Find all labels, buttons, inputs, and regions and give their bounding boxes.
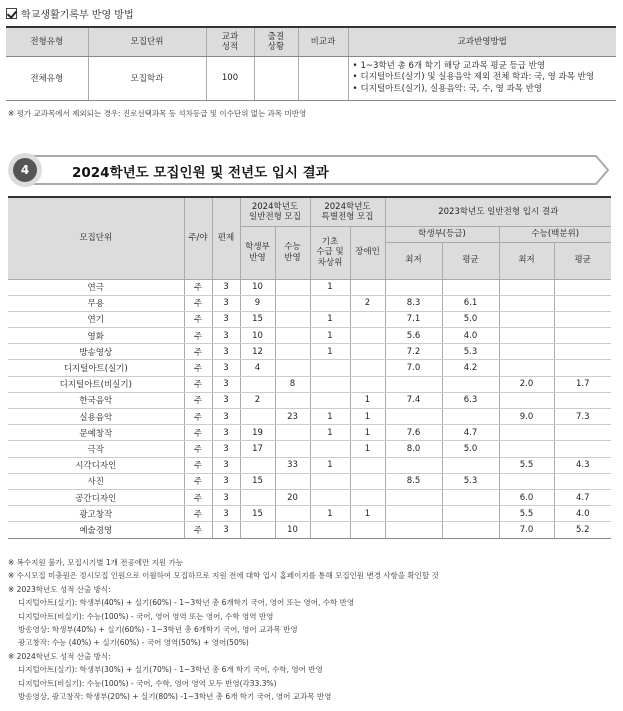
cell-sat-min: 2.0 xyxy=(499,376,554,392)
footnote-line: ※ 수시모집 미충원은 정시모집 인원으로 이월하여 모집하므로 지원 전에 대학 입시 홈페이지를 통해 모집인원 변경 사항을 확인할 것 xyxy=(8,571,439,581)
section-title: 2024학년도 모집인원 및 전년도 입시 결과 xyxy=(72,165,329,181)
cell-record-min: 7.2 xyxy=(385,344,442,360)
cell-sat-avg: 4.3 xyxy=(554,457,611,473)
header-transfer: 편제 xyxy=(212,197,240,279)
cell-sat-avg xyxy=(554,360,611,376)
header-grade: 교과 성적 xyxy=(206,27,254,56)
cell-sat: 33 xyxy=(275,457,310,473)
table-row xyxy=(8,522,611,538)
cell-day-night: 주 xyxy=(184,473,212,489)
cell-sat-avg xyxy=(554,328,611,344)
cell-transfer: 3 xyxy=(212,311,240,327)
cell-unit: 디지털아트(비실기) xyxy=(8,376,184,392)
section-title-text: 학교생활기록부 반영 방법 xyxy=(21,9,134,21)
cell-sat-min: 5.5 xyxy=(499,457,554,473)
cell-record-avg: 6.1 xyxy=(442,295,499,311)
cell-record-min: 8.3 xyxy=(385,295,442,311)
cell-record: 17 xyxy=(240,441,275,457)
header-disabled: 장애인 xyxy=(350,226,385,279)
table-row xyxy=(8,311,611,327)
cell-record-min xyxy=(385,506,442,522)
cell-record: 15 xyxy=(240,506,275,522)
cell-record-avg xyxy=(442,279,499,295)
cell-sat-min: 6.0 xyxy=(499,489,554,505)
cell-day-night: 주 xyxy=(184,506,212,522)
cell-basic xyxy=(310,473,350,489)
cell-disabled xyxy=(350,457,385,473)
cell-record-min xyxy=(385,457,442,473)
header-day-night: 주/야 xyxy=(184,197,212,279)
cell-transfer: 3 xyxy=(212,441,240,457)
cell-sat-avg: 1.7 xyxy=(554,376,611,392)
cell-record-avg xyxy=(442,457,499,473)
cell-unit: 문예창작 xyxy=(8,425,184,441)
cell-record-min xyxy=(385,409,442,425)
table-row xyxy=(8,457,611,473)
header-min: 최저 xyxy=(385,242,442,279)
cell-sat xyxy=(275,392,310,408)
cell-sat: 23 xyxy=(275,409,310,425)
method-item: • 디지털아트(실기) 및 실용음악 제외 전체 학과: 국, 영 과목 반영 xyxy=(353,72,617,83)
cell-unit: 방송영상 xyxy=(8,344,184,360)
cell-day-night: 주 xyxy=(184,360,212,376)
cell-record: 10 xyxy=(240,279,275,295)
cell-sat-avg: 4.7 xyxy=(554,489,611,505)
cell-disabled xyxy=(350,376,385,392)
cell-sat xyxy=(275,441,310,457)
cell-day-night: 주 xyxy=(184,279,212,295)
cell-day-night: 주 xyxy=(184,489,212,505)
cell-day-night: 주 xyxy=(184,425,212,441)
cell-sat xyxy=(275,279,310,295)
admission-results-table xyxy=(8,196,611,539)
section-number: 4 xyxy=(13,158,37,182)
results-table-body xyxy=(8,279,611,538)
cell-sat-min xyxy=(499,473,554,489)
cell-transfer: 3 xyxy=(212,392,240,408)
cell-sat-min: 5.5 xyxy=(499,506,554,522)
cell-record: 9 xyxy=(240,295,275,311)
cell-unit: 무용 xyxy=(8,295,184,311)
footnote-line: 디지털아트(실기): 학생부(30%) + 실기(70%) - 1~3학년 총 6개 학기 국어, 수학, 영어 반영 xyxy=(18,665,323,675)
cell-sat-min xyxy=(499,425,554,441)
method-item: • 디지털아트(실기), 실용음악: 국, 수, 영 과목 반영 xyxy=(353,84,617,95)
cell-unit: 연기 xyxy=(8,311,184,327)
header-method: 교과반영방법 xyxy=(348,27,616,56)
cell-disabled: 1 xyxy=(350,425,385,441)
header-type: 전형유형 xyxy=(6,27,88,56)
footnotes xyxy=(8,556,439,703)
cell-record-avg: 5.0 xyxy=(442,441,499,457)
cell-sat xyxy=(275,344,310,360)
section-banner xyxy=(8,153,611,187)
cell-unit: 실용음악 xyxy=(8,409,184,425)
checkbox-icon xyxy=(6,8,17,19)
table-row xyxy=(8,328,611,344)
header-basic: 기초 수급 및 차상위 xyxy=(310,226,350,279)
cell-basic: 1 xyxy=(310,328,350,344)
cell-basic: 1 xyxy=(310,279,350,295)
cell-transfer: 3 xyxy=(212,360,240,376)
cell-basic: 1 xyxy=(310,425,350,441)
cell-record-avg: 5.0 xyxy=(442,311,499,327)
cell-record-avg xyxy=(442,376,499,392)
header-result-2023: 2023학년도 일반전형 입시 결과 xyxy=(385,197,611,226)
cell-sat xyxy=(275,311,310,327)
header-general-2024: 2024학년도 일반전형 모집 xyxy=(240,197,310,226)
cell-unit: 모집학과 xyxy=(88,56,206,100)
cell-record-avg xyxy=(442,506,499,522)
cell-disabled: 2 xyxy=(350,295,385,311)
cell-sat: 10 xyxy=(275,522,310,538)
cell-sat-min xyxy=(499,344,554,360)
cell-record: 10 xyxy=(240,328,275,344)
cell-transfer: 3 xyxy=(212,295,240,311)
cell-basic xyxy=(310,360,350,376)
cell-day-night: 주 xyxy=(184,441,212,457)
cell-record: 12 xyxy=(240,344,275,360)
cell-sat xyxy=(275,295,310,311)
cell-record-min xyxy=(385,489,442,505)
table-row xyxy=(8,489,611,505)
header-special-2024: 2024학년도 특별전형 모집 xyxy=(310,197,385,226)
cell-record-avg xyxy=(442,489,499,505)
cell-transfer: 3 xyxy=(212,409,240,425)
footnote-line: 디지털아트(비실기): 수능(100%) - 국어, 영어 영역 또는 영어, 수학 영역 반영 xyxy=(18,611,274,621)
cell-sat-min xyxy=(499,328,554,344)
cell-unit: 사진 xyxy=(8,473,184,489)
cell-record-avg: 5.3 xyxy=(442,473,499,489)
cell-record-min xyxy=(385,279,442,295)
table-row xyxy=(8,376,611,392)
cell-sat xyxy=(275,473,310,489)
cell-record: 15 xyxy=(240,311,275,327)
cell-basic: 1 xyxy=(310,457,350,473)
section-number-badge xyxy=(8,153,42,187)
cell-disabled xyxy=(350,344,385,360)
cell-record: 4 xyxy=(240,360,275,376)
cell-record: 15 xyxy=(240,473,275,489)
cell-day-night: 주 xyxy=(184,392,212,408)
cell-unit: 연극 xyxy=(8,279,184,295)
cell-unit: 디지털아트(실기) xyxy=(8,360,184,376)
cell-disabled xyxy=(350,360,385,376)
cell-sat-avg xyxy=(554,473,611,489)
section-title-record xyxy=(6,6,134,20)
cell-transfer: 3 xyxy=(212,489,240,505)
header-sat: 수능 반영 xyxy=(275,226,310,279)
cell-unit: 극작 xyxy=(8,441,184,457)
cell-record-min: 8.5 xyxy=(385,473,442,489)
cell-record xyxy=(240,409,275,425)
cell-sat-min: 7.0 xyxy=(499,522,554,538)
footnote-line: 방송영상, 광고창작: 학생부(20%) + 실기(80%) -1~3학년 총 6개 학기 국어, 영어 교과목 반영 xyxy=(18,692,332,702)
cell-record-min xyxy=(385,376,442,392)
cell-record-min: 8.0 xyxy=(385,441,442,457)
cell-record-avg: 4.7 xyxy=(442,425,499,441)
cell-basic xyxy=(310,489,350,505)
cell-sat xyxy=(275,360,310,376)
header-avg: 평균 xyxy=(554,242,611,279)
cell-disabled xyxy=(350,473,385,489)
cell-sat-avg xyxy=(554,344,611,360)
cell-sat-min xyxy=(499,311,554,327)
table-row xyxy=(8,506,611,522)
cell-day-night: 주 xyxy=(184,328,212,344)
cell-basic xyxy=(310,441,350,457)
cell-sat-avg xyxy=(554,441,611,457)
cell-basic: 1 xyxy=(310,409,350,425)
cell-transfer: 3 xyxy=(212,506,240,522)
cell-record-min: 7.4 xyxy=(385,392,442,408)
cell-day-night: 주 xyxy=(184,522,212,538)
cell-sat-avg xyxy=(554,425,611,441)
table-row xyxy=(8,295,611,311)
cell-day-night: 주 xyxy=(184,344,212,360)
cell-disabled xyxy=(350,311,385,327)
cell-methods xyxy=(348,56,616,100)
cell-unit: 시각디자인 xyxy=(8,457,184,473)
header-record: 학생부 반영 xyxy=(240,226,275,279)
header-avg: 평균 xyxy=(442,242,499,279)
header-record-grade: 학생부(등급) xyxy=(385,226,499,242)
cell-sat-avg: 5.2 xyxy=(554,522,611,538)
table-row xyxy=(6,56,616,100)
cell-record-avg: 4.2 xyxy=(442,360,499,376)
footnote-line: 광고창작: 수능 (40%) + 실기(60%) - 국어 영역(50%) + 영어(50%) xyxy=(18,638,249,648)
cell-sat xyxy=(275,328,310,344)
cell-sat-avg xyxy=(554,311,611,327)
cell-transfer: 3 xyxy=(212,279,240,295)
cell-transfer: 3 xyxy=(212,522,240,538)
cell-record-min: 5.6 xyxy=(385,328,442,344)
cell-unit: 영화 xyxy=(8,328,184,344)
cell-disabled xyxy=(350,489,385,505)
cell-day-night: 주 xyxy=(184,376,212,392)
table-row xyxy=(8,392,611,408)
table-row xyxy=(8,409,611,425)
footnote-line: ※ 복수지원 불가, 모집시기별 1개 전공에만 지원 가능 xyxy=(8,558,184,567)
cell-sat-min xyxy=(499,295,554,311)
cell-basic xyxy=(310,295,350,311)
cell-disabled: 1 xyxy=(350,441,385,457)
cell-record xyxy=(240,376,275,392)
table-row xyxy=(8,425,611,441)
cell-sat-min xyxy=(499,279,554,295)
cell-sat-avg xyxy=(554,392,611,408)
cell-transfer: 3 xyxy=(212,376,240,392)
cell-basic: 1 xyxy=(310,506,350,522)
cell-grade: 100 xyxy=(206,56,254,100)
method-item: • 1~3학년 총 6개 학기 해당 교과목 평균 등급 반영 xyxy=(353,61,617,72)
footnote-line: 디지털아트(실기): 학생부(40%) + 실기(60%) - 1~3학년 총 6개학기 국어, 영어 또는 영어, 수학 반영 xyxy=(18,598,355,608)
cell-day-night: 주 xyxy=(184,311,212,327)
cell-day-night: 주 xyxy=(184,295,212,311)
cell-sat-avg xyxy=(554,295,611,311)
cell-sat-avg: 4.0 xyxy=(554,506,611,522)
cell-sat xyxy=(275,506,310,522)
cell-type: 전체유형 xyxy=(6,56,88,100)
cell-transfer: 3 xyxy=(212,344,240,360)
footnote-line: 방송영상: 학생부(40%) + 실기(60%) - 1~3학년 총 6개학기 국어, 영어 교과목 반영 xyxy=(18,625,298,635)
footnote-line: 디지털아트(비실기): 수능(100%) - 국어, 수학, 영어 영역 모두 반영(각33.3%) xyxy=(18,678,277,688)
cell-day-night: 주 xyxy=(184,409,212,425)
header-sat-pct: 수능(백분위) xyxy=(499,226,611,242)
cell-transfer: 3 xyxy=(212,328,240,344)
cell-disabled xyxy=(350,522,385,538)
cell-disabled: 1 xyxy=(350,392,385,408)
cell-record-avg: 6.3 xyxy=(442,392,499,408)
cell-unit: 한국음악 xyxy=(8,392,184,408)
table-row xyxy=(8,279,611,295)
cell-basic xyxy=(310,376,350,392)
cell-unit: 광고창작 xyxy=(8,506,184,522)
record-method-table xyxy=(6,26,616,101)
cell-record: 19 xyxy=(240,425,275,441)
cell-basic xyxy=(310,392,350,408)
cell-record-min: 7.1 xyxy=(385,311,442,327)
header-extracurricular: 비교과 xyxy=(298,27,348,56)
cell-basic: 1 xyxy=(310,311,350,327)
footnote-line: ※ 2024학년도 성적 산출 방식: xyxy=(8,651,111,661)
cell-transfer: 3 xyxy=(212,425,240,441)
cell-unit: 공간디자인 xyxy=(8,489,184,505)
cell-record-avg xyxy=(442,522,499,538)
cell-disabled: 1 xyxy=(350,409,385,425)
cell-sat-avg: 7.3 xyxy=(554,409,611,425)
cell-sat-avg xyxy=(554,279,611,295)
cell-unit: 예술경영 xyxy=(8,522,184,538)
table-header-row xyxy=(6,27,616,56)
cell-record-min xyxy=(385,522,442,538)
table-row xyxy=(8,473,611,489)
cell-sat-min xyxy=(499,392,554,408)
cell-disabled xyxy=(350,328,385,344)
cell-record-min: 7.0 xyxy=(385,360,442,376)
cell-attendance xyxy=(254,56,298,100)
cell-record xyxy=(240,489,275,505)
header-unit: 모집단위 xyxy=(8,197,184,279)
header-unit: 모집단위 xyxy=(88,27,206,56)
cell-sat: 20 xyxy=(275,489,310,505)
cell-sat-min xyxy=(499,360,554,376)
cell-record-min: 7.6 xyxy=(385,425,442,441)
cell-day-night: 주 xyxy=(184,457,212,473)
cell-disabled: 1 xyxy=(350,506,385,522)
cell-record-avg: 4.0 xyxy=(442,328,499,344)
table-row xyxy=(8,441,611,457)
cell-disabled xyxy=(350,279,385,295)
cell-sat-min xyxy=(499,441,554,457)
cell-record xyxy=(240,457,275,473)
table-row xyxy=(8,360,611,376)
cell-record-avg xyxy=(442,409,499,425)
header-min: 최저 xyxy=(499,242,554,279)
cell-record-avg: 5.3 xyxy=(442,344,499,360)
cell-basic xyxy=(310,522,350,538)
cell-transfer: 3 xyxy=(212,457,240,473)
footnote-line: ※ 2023학년도 성적 산출 방식: xyxy=(8,584,111,594)
table-row xyxy=(8,344,611,360)
table-note: ※ 평가 교과목에서 제외되는 경우: 진로선택과목 등 석차등급 및 이수단위 없는 과목 미반영 xyxy=(8,109,307,118)
cell-sat-min: 9.0 xyxy=(499,409,554,425)
header-attendance: 출결 상황 xyxy=(254,27,298,56)
cell-extra xyxy=(298,56,348,100)
cell-record: 2 xyxy=(240,392,275,408)
cell-sat xyxy=(275,425,310,441)
cell-record xyxy=(240,522,275,538)
cell-transfer: 3 xyxy=(212,473,240,489)
cell-basic: 1 xyxy=(310,344,350,360)
cell-sat: 8 xyxy=(275,376,310,392)
